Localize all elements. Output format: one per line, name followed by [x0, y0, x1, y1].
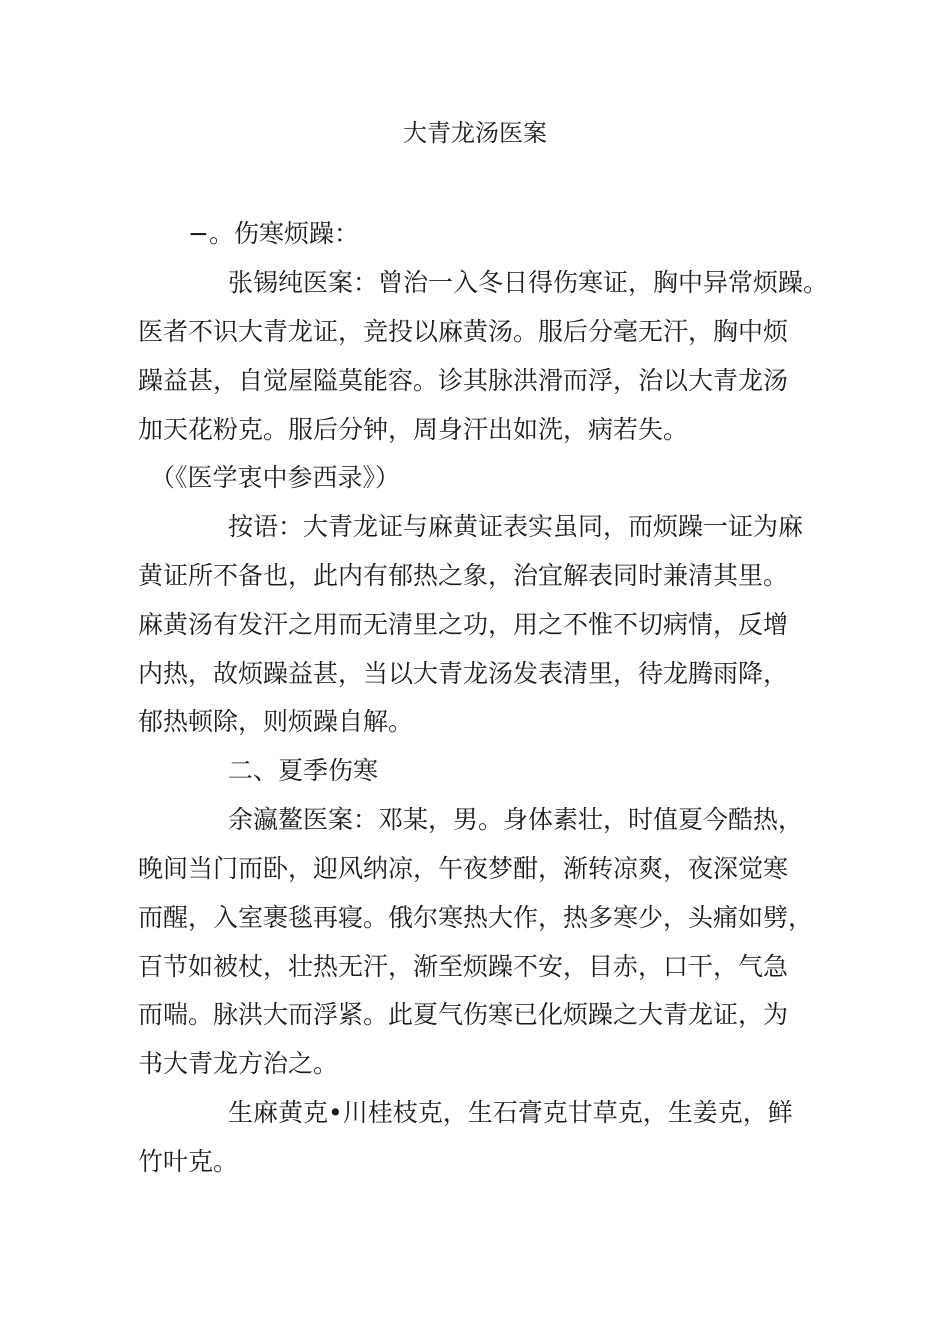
case-paragraph-line: 而喘。脉洪大而浮紧。此夏气伤寒已化烦躁之大青龙证，为	[138, 1000, 789, 1029]
case-paragraph-line: 医者不识大青龙证，竞投以麻黄汤。服后分毫无汗，胸中烦	[138, 317, 789, 346]
prescription-line: 竹叶克。	[138, 1147, 239, 1176]
commentary-line: 内热，故烦躁益甚，当以大青龙汤发表清里，待龙腾雨降，	[138, 659, 789, 688]
case-paragraph-line: 加天花粉克。服后分钟，周身汗出如洗，病若失。	[138, 415, 689, 444]
case-paragraph-line: 躁益甚，自觉屋隘莫能容。诊其脉洪滑而浮，治以大青龙汤	[138, 366, 789, 395]
case-paragraph-line: 百节如被杖，壮热无汗，渐至烦躁不安，目赤，口干，气急	[138, 952, 789, 981]
section-heading-1: −。伤寒烦躁：	[188, 219, 359, 248]
commentary-line: 郁热顿除，则烦躁自解。	[138, 707, 414, 736]
case-paragraph-line: 张锡纯医案：曾治一入冬日得伤寒证，胸中异常烦躁。	[228, 268, 829, 297]
document-title: 大青龙汤医案	[403, 119, 547, 147]
prescription-line: 生麻黄克•川桂枝克，生石膏克甘草克，生姜克，鲜	[228, 1098, 793, 1127]
commentary-line: 按语：大青龙证与麻黄证表实虽同，而烦躁一证为麻	[228, 512, 804, 541]
section-heading-2: 二、夏季伤寒	[228, 756, 379, 785]
source-citation: （《医学衷中参西录》）	[150, 463, 401, 492]
case-paragraph-line: 书大青龙方治之。	[138, 1049, 339, 1078]
case-paragraph-line: 晚间当门而卧，迎风纳凉，午夜梦酣，渐转凉爽，夜深觉寒	[138, 854, 789, 883]
case-paragraph-line: 而醒，入室裹毯再寝。俄尔寒热大作，热多寒少，头痛如劈，	[138, 903, 814, 932]
case-paragraph-line: 余瀛鳌医案：邓某，男。身体素壮，时值夏今酷热，	[228, 805, 804, 834]
commentary-line: 黄证所不备也，此内有郁热之象，治宜解表同时兼清其里。	[138, 561, 789, 590]
commentary-line: 麻黄汤有发汗之用而无清里之功，用之不惟不切病情，反增	[138, 610, 789, 639]
